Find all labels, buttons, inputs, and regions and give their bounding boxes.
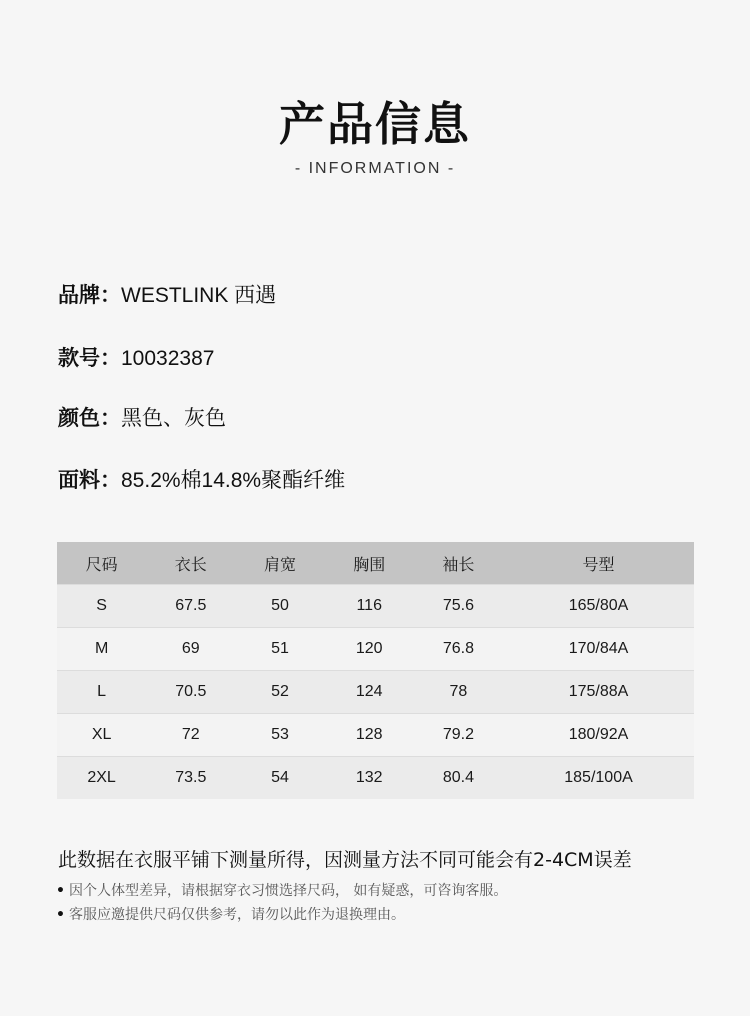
table-cell: 51 [235,628,324,671]
header-sleeve: 袖长 [414,542,503,585]
table-cell: 80.4 [414,757,503,800]
table-cell: M [57,628,146,671]
fabric-row [58,464,345,494]
header-chest: 胸围 [325,542,414,585]
brand-value: WESTLINK 西遇 [121,284,277,307]
table-cell: 67.5 [146,585,235,628]
page-title: 产品信息 [279,97,471,151]
table-cell: 124 [325,671,414,714]
note-text: 客服应邀提供尺码仅供参考，请勿以此作为退换理由。 [68,907,405,923]
table-cell: XL [57,714,146,757]
table-row [57,757,694,800]
header-size: 尺码 [57,542,146,585]
table-cell: 165/80A [503,585,694,628]
fabric-value: 85.2%棉14.8%聚酯纤维 [121,469,346,492]
note-item [56,880,507,900]
table-row [57,585,694,628]
table-cell: 78 [414,671,503,714]
bullet-icon: • [56,883,65,899]
note-item [56,904,405,924]
header-length: 衣长 [146,542,235,585]
table-cell: 175/88A [503,671,694,714]
header-shoulder: 肩宽 [235,542,324,585]
table-cell: S [57,585,146,628]
color-label: 颜色： [58,406,121,430]
table-cell: 170/84A [503,628,694,671]
table-cell: 70.5 [146,671,235,714]
table-cell: 50 [235,585,324,628]
table-row [57,628,694,671]
table-cell: 76.8 [414,628,503,671]
style-number-value: 10032387 [121,347,215,370]
table-cell: 185/100A [503,757,694,800]
table-cell: 128 [325,714,414,757]
table-cell: 180/92A [503,714,694,757]
header-fit: 号型 [503,542,694,585]
table-cell: 73.5 [146,757,235,800]
brand-row [58,279,276,309]
page-subtitle: - INFORMATION - [294,160,456,177]
table-cell: 116 [325,585,414,628]
table-cell: 132 [325,757,414,800]
table-cell: 53 [235,714,324,757]
style-number-label: 款号： [58,346,121,370]
table-cell: 75.6 [414,585,503,628]
color-value: 黑色、灰色 [121,407,226,430]
note-text: 因个人体型差异，请根据穿衣习惯选择尺码， 如有疑惑，可咨询客服。 [68,883,508,899]
table-cell: 72 [146,714,235,757]
table-cell: 54 [235,757,324,800]
fabric-label: 面料： [58,468,121,492]
size-table-header [57,542,694,585]
bullet-icon: • [56,907,65,923]
brand-label: 品牌： [58,283,121,307]
table-cell: 2XL [57,757,146,800]
table-cell: 69 [146,628,235,671]
table-cell: 79.2 [414,714,503,757]
table-row [57,714,694,757]
table-cell: 52 [235,671,324,714]
measurement-note: 此数据在衣服平铺下测量所得，因测量方法不同可能会有2-4CM误差 [58,849,632,871]
size-table [57,542,694,799]
table-cell: 120 [325,628,414,671]
color-row [58,402,226,432]
table-cell: L [57,671,146,714]
table-row [57,671,694,714]
style-number-row [58,342,214,372]
